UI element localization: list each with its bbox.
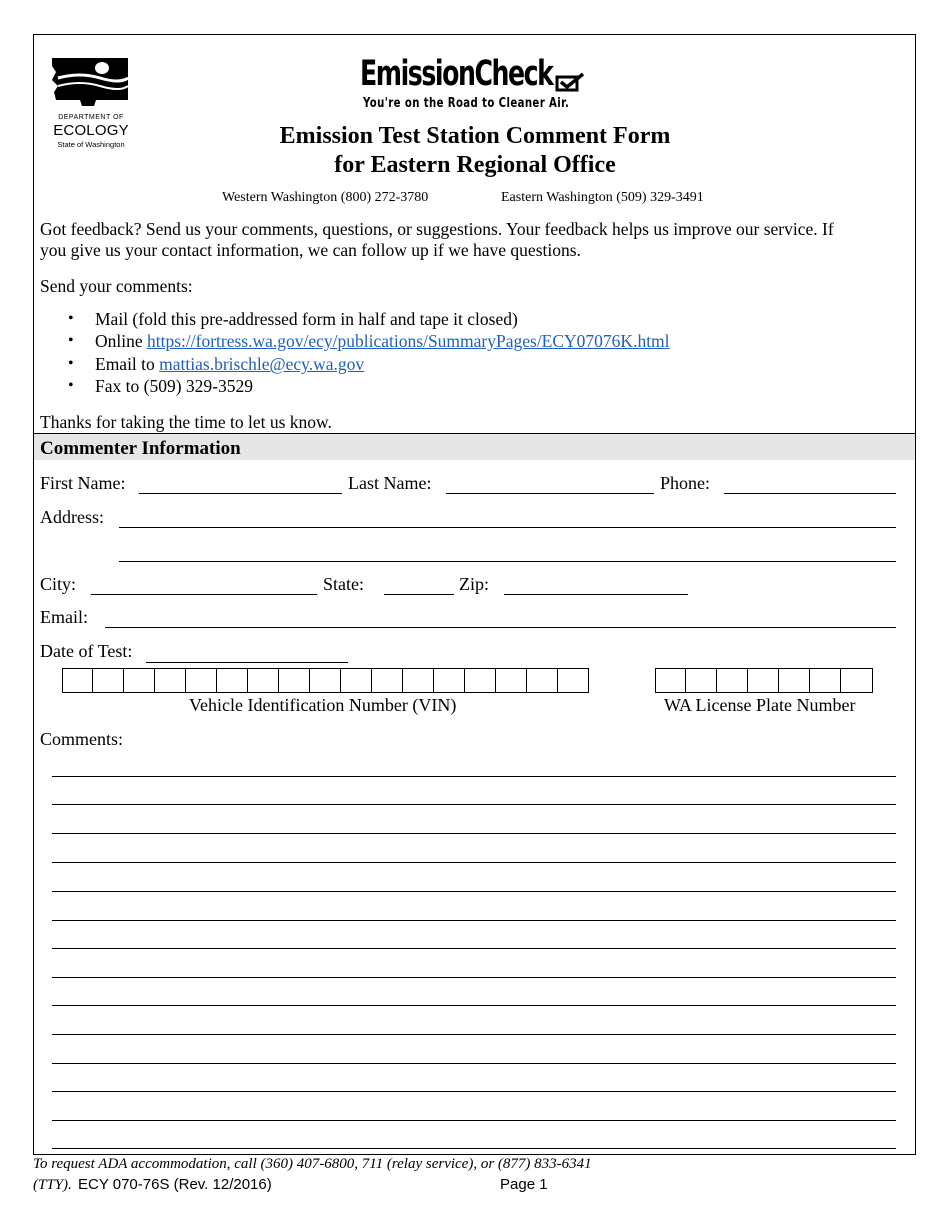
plate-boxes[interactable]: [655, 668, 873, 693]
ada-notice: To request ADA accommodation, call (360) 407-6800, 711 (relay service), or (877) 833-6341: [33, 1156, 592, 1172]
comment-line[interactable]: [52, 1091, 896, 1092]
commenter-info-header: [34, 433, 915, 460]
address-label: Address:: [40, 507, 104, 527]
comment-line[interactable]: [52, 776, 896, 777]
date-of-test-label: Date of Test:: [40, 641, 133, 661]
comment-line[interactable]: [52, 1120, 896, 1121]
vin-boxes[interactable]: [62, 668, 589, 693]
comment-line[interactable]: [52, 862, 896, 863]
brand-name: EmissionCheck: [360, 54, 553, 94]
bullet-fax: Fax to (509) 329-3529: [95, 376, 253, 396]
phone-western: Western Washington (800) 272-3780: [222, 190, 429, 205]
first-name-field[interactable]: [139, 493, 342, 494]
comment-line[interactable]: [52, 833, 896, 834]
vin-box[interactable]: [434, 668, 465, 693]
ada-tty: (TTY).: [33, 1177, 72, 1193]
vin-box[interactable]: [62, 668, 93, 693]
last-name-label: Last Name:: [348, 473, 432, 493]
form-subtitle: for Eastern Regional Office: [334, 152, 616, 178]
plate-box[interactable]: [717, 668, 748, 693]
plate-caption: WA License Plate Number: [664, 695, 856, 715]
zip-field[interactable]: [504, 594, 688, 595]
bullet-icon: •: [68, 332, 74, 349]
email-link[interactable]: mattias.brischle@ecy.wa.gov: [159, 354, 365, 374]
bullet-email: [95, 354, 364, 375]
plate-box[interactable]: [655, 668, 686, 693]
comment-line[interactable]: [52, 804, 896, 805]
vin-box[interactable]: [403, 668, 434, 693]
email-prefix: Email to: [95, 354, 160, 374]
email-field[interactable]: [105, 627, 896, 628]
city-field[interactable]: [91, 594, 317, 595]
send-comments-label: Send your comments:: [40, 276, 193, 296]
vin-box[interactable]: [558, 668, 589, 693]
bullet-mail: Mail (fold this pre-addressed form in half and tape it closed): [95, 309, 518, 329]
comment-line[interactable]: [52, 920, 896, 921]
vin-box[interactable]: [341, 668, 372, 693]
vin-box[interactable]: [372, 668, 403, 693]
address-field-line-2[interactable]: [119, 561, 896, 562]
comment-line[interactable]: [52, 1063, 896, 1064]
vin-box[interactable]: [465, 668, 496, 693]
agency-state-text: State of Washington: [57, 140, 125, 149]
vin-box[interactable]: [248, 668, 279, 693]
phone-label: Phone:: [660, 473, 711, 493]
page-number: Page 1: [500, 1176, 548, 1193]
vin-box[interactable]: [124, 668, 155, 693]
vin-box[interactable]: [496, 668, 527, 693]
bullet-icon: •: [68, 377, 74, 394]
online-form-link[interactable]: https://fortress.wa.gov/ecy/publications/SummaryPages/ECY07076K.html: [147, 331, 670, 351]
plate-box[interactable]: [779, 668, 810, 693]
comments-label: Comments:: [40, 729, 124, 749]
phone-eastern: Eastern Washington (509) 329-3491: [501, 190, 704, 205]
comment-line[interactable]: [52, 891, 896, 892]
checkbox-check-icon: [555, 72, 585, 92]
vin-box[interactable]: [279, 668, 310, 693]
intro-line-2: you give us your contact information, we can follow up if we have questions.: [40, 240, 581, 260]
vin-box[interactable]: [93, 668, 124, 693]
brand-tagline: You're on the Road to Cleaner Air.: [363, 96, 570, 111]
first-name-label: First Name:: [40, 473, 126, 493]
state-field[interactable]: [384, 594, 454, 595]
city-label: City:: [40, 574, 77, 594]
last-name-field[interactable]: [446, 493, 654, 494]
comment-line[interactable]: [52, 977, 896, 978]
address-field-line-1[interactable]: [119, 527, 896, 528]
plate-box[interactable]: [841, 668, 873, 693]
vin-box[interactable]: [155, 668, 186, 693]
washington-state-icon: [50, 56, 132, 114]
state-label: State:: [323, 574, 364, 594]
email-label: Email:: [40, 607, 88, 627]
agency-top-text: DEPARTMENT OF: [58, 114, 124, 121]
intro-line-1: Got feedback? Send us your comments, questions, or suggestions. Your feedback helps us improve our service. If: [40, 219, 834, 239]
vin-box[interactable]: [310, 668, 341, 693]
zip-label: Zip:: [459, 574, 489, 594]
plate-box[interactable]: [810, 668, 841, 693]
emission-check-logo: [360, 54, 600, 114]
comment-line[interactable]: [52, 1148, 896, 1149]
comment-line[interactable]: [52, 948, 896, 949]
bullet-icon: •: [68, 310, 74, 327]
date-of-test-field[interactable]: [146, 662, 348, 663]
comment-line[interactable]: [52, 1005, 896, 1006]
form-title: Emission Test Station Comment Form: [279, 123, 671, 149]
bullet-icon: •: [68, 355, 74, 372]
section-title: Commenter Information: [40, 438, 241, 459]
vin-box[interactable]: [527, 668, 558, 693]
form-id: ECY 070-76S (Rev. 12/2016): [78, 1176, 272, 1193]
thanks-text: Thanks for taking the time to let us know.: [40, 412, 332, 432]
vin-box[interactable]: [217, 668, 248, 693]
comment-line[interactable]: [52, 1034, 896, 1035]
plate-box[interactable]: [686, 668, 717, 693]
vin-caption: Vehicle Identification Number (VIN): [189, 695, 457, 715]
bullet-online: [95, 331, 670, 352]
online-prefix: Online: [95, 331, 148, 351]
agency-main-text: ECOLOGY: [53, 122, 129, 139]
phone-field[interactable]: [724, 493, 896, 494]
vin-box[interactable]: [186, 668, 217, 693]
plate-box[interactable]: [748, 668, 779, 693]
